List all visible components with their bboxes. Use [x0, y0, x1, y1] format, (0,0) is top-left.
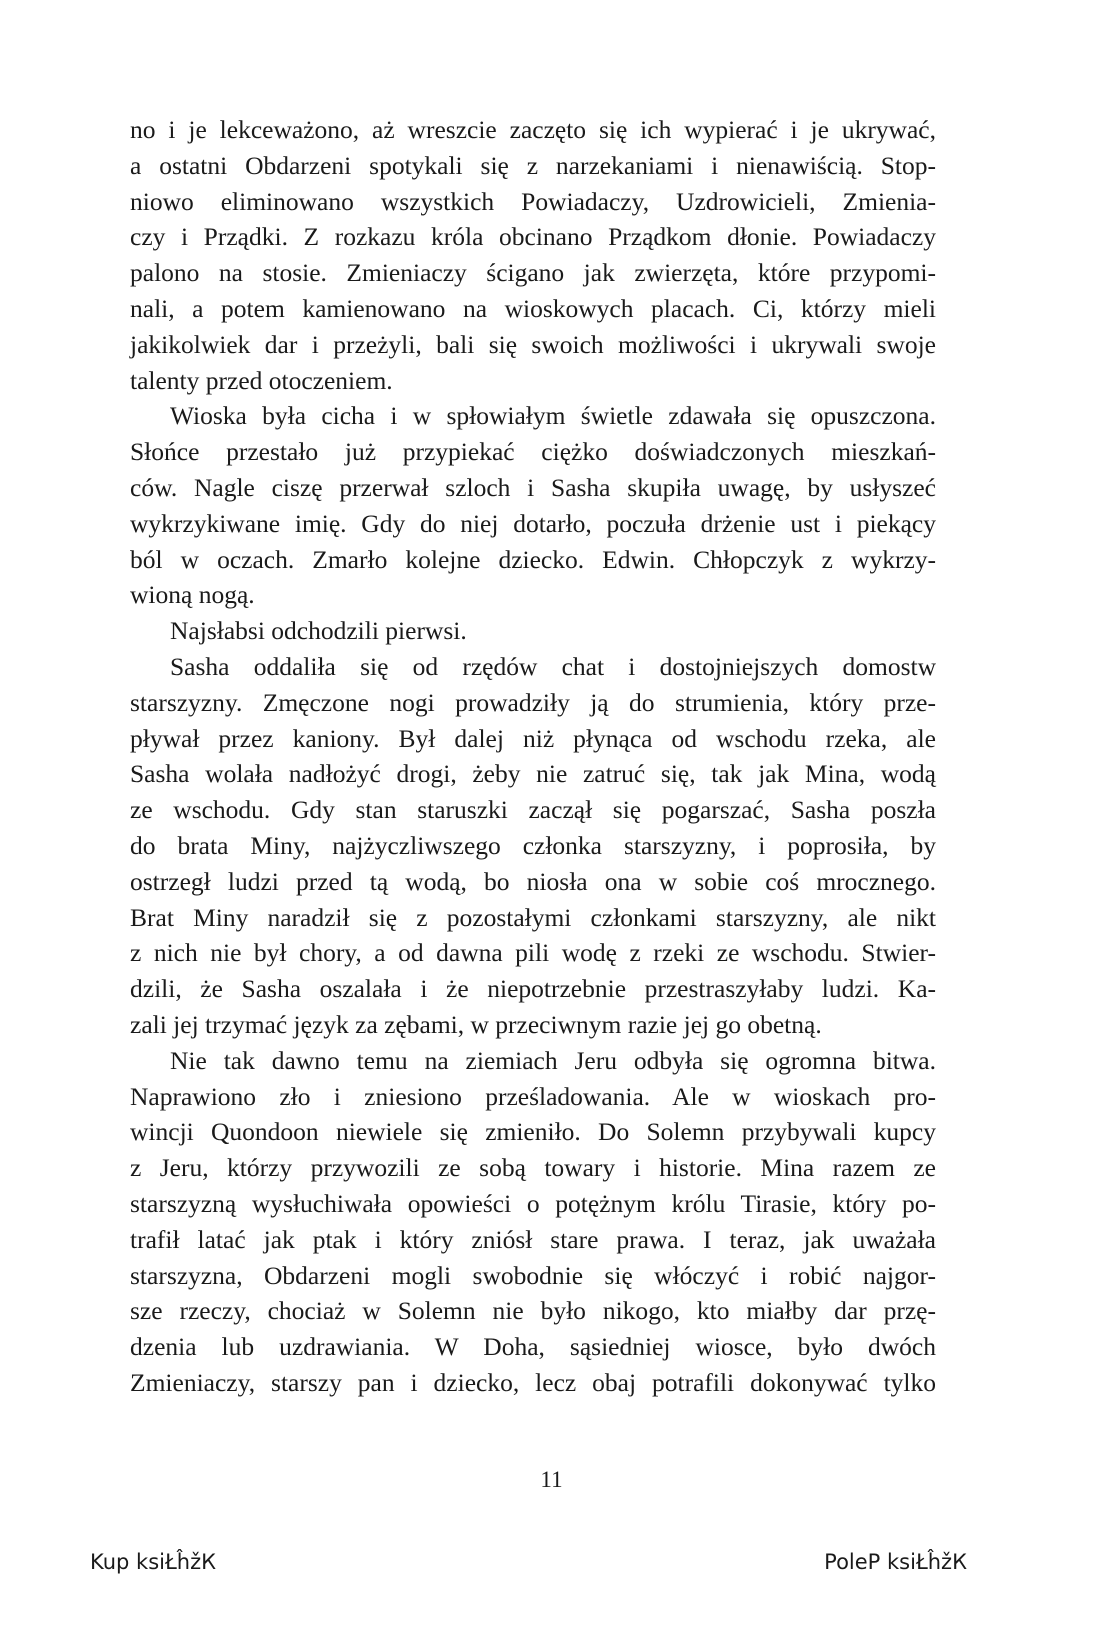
text-line: Najsłabsi odchodzili pierwsi. [170, 616, 467, 646]
text-line: Sasha oddaliła się od rzędów chat i dostojniejszych domostw [170, 651, 936, 681]
text-line: palono na stosie. Zmieniaczy ścigano jak zwierzęta, które przypomi- [130, 258, 936, 288]
text-line: ból w oczach. Zmarło kolejne dziecko. Edwin. Chłopczyk z wykrzy- [130, 544, 936, 574]
text-line: Sasha wolała nadłożyć drogi, żeby nie zatruć się, tak jak Mina, wodą [130, 759, 936, 789]
text-line: zali jej trzymać język za zębami, w przeciwnym razie jej go obetną. [130, 1009, 822, 1039]
text-line: Nie tak dawno temu na ziemiach Jeru odbyła się ogromna bitwa. [170, 1045, 936, 1075]
text-line: ców. Nagle ciszę przerwał szloch i Sasha skupiła uwagę, by usłyszeć [130, 472, 936, 502]
text-line: niowo eliminowano wszystkich Powiadaczy, Uzdrowicieli, Zmienia- [130, 186, 936, 216]
text-line: dzili, że Sasha oszalała i że niepotrzebnie przestraszyłaby ludzi. Ka- [130, 974, 936, 1004]
text-line: nali, a potem kamienowano na wioskowych placach. Ci, którzy mieli [130, 293, 936, 323]
text-line: sze rzeczy, chociaż w Solemn nie było nikogo, kto miałby dar przę- [130, 1296, 936, 1326]
footer-buy-link[interactable]: Kup ksiŁĥžК [90, 1550, 217, 1574]
text-line: talenty przed otoczeniem. [130, 365, 393, 395]
text-line: trafił latać jak ptak i który zniósł stare prawa. I teraz, jak uważała [130, 1224, 936, 1254]
text-line: pływał przez kaniony. Był dalej niż płynąca od wschodu rzeka, ale [130, 723, 936, 753]
text-line: a ostatni Obdarzeni spotykali się z narzekaniami i nienawiścią. Stop- [130, 150, 936, 180]
page-number: 11 [540, 1467, 563, 1492]
text-line: Zmieniaczy, starszy pan i dziecko, lecz obaj potrafili dokonywać tylko [130, 1367, 936, 1397]
text-line: Wioska była cicha i w spłowiałym świetle zdawała się opuszczona. [170, 401, 936, 431]
text-line: starszyzną wysłuchiwała opowieści o potężnym królu Tirasie, który po- [130, 1188, 936, 1218]
text-line: starszyzny. Zmęczone nogi prowadziły ją do strumienia, który prze- [130, 687, 936, 717]
text-line: czy i Prządki. Z rozkazu króla obcinano Prządkom dłonie. Powiadaczy [130, 222, 936, 252]
page-text [130, 112, 936, 1401]
text-line: Słońce przestało już przypiekać ciężko doświadczonych mieszkań- [130, 437, 936, 467]
footer-recommend-link[interactable]: PoleP ksiŁĥžК [824, 1550, 967, 1574]
text-line: wincji Quondoon niewiele się zmieniło. Do Solemn przybywali kupcy [130, 1117, 936, 1147]
text-line: no i je lekceważono, aż wreszcie zaczęto się ich wypierać i je ukrywać, [130, 115, 936, 144]
text-line: jakikolwiek dar i przeżyli, bali się swoich możliwości i ukrywali swoje [130, 329, 936, 359]
text-line: starszyzna, Obdarzeni mogli swobodnie się włóczyć i robić najgor- [130, 1260, 936, 1290]
text-line: wykrzykiwane imię. Gdy do niej dotarło, poczuła drżenie ust i piekący [130, 508, 936, 538]
text-line: wioną nogą. [130, 580, 255, 610]
text-line: z nich nie był chory, a od dawna pili wodę z rzeki ze wschodu. Stwier- [130, 938, 936, 968]
text-line: ze wschodu. Gdy stan staruszki zaczął się pogarszać, Sasha poszła [130, 795, 936, 825]
text-line: Brat Miny naradził się z pozostałymi członkami starszyzny, ale nikt [130, 902, 936, 932]
text-line: Naprawiono zło i zniesiono prześladowania. Ale w wioskach pro- [130, 1081, 936, 1111]
text-line: dzenia lub uzdrawiania. W Doha, sąsiedniej wiosce, było dwóch [130, 1332, 936, 1362]
text-line: z Jeru, którzy przywozili ze sobą towary i historie. Mina razem ze [130, 1153, 936, 1183]
text-line: do brata Miny, najżyczliwszego członka starszyzny, i poprosiła, by [130, 830, 936, 860]
text-line: ostrzegł ludzi przed tą wodą, bo niosła ona w sobie coś mrocznego. [130, 866, 936, 896]
